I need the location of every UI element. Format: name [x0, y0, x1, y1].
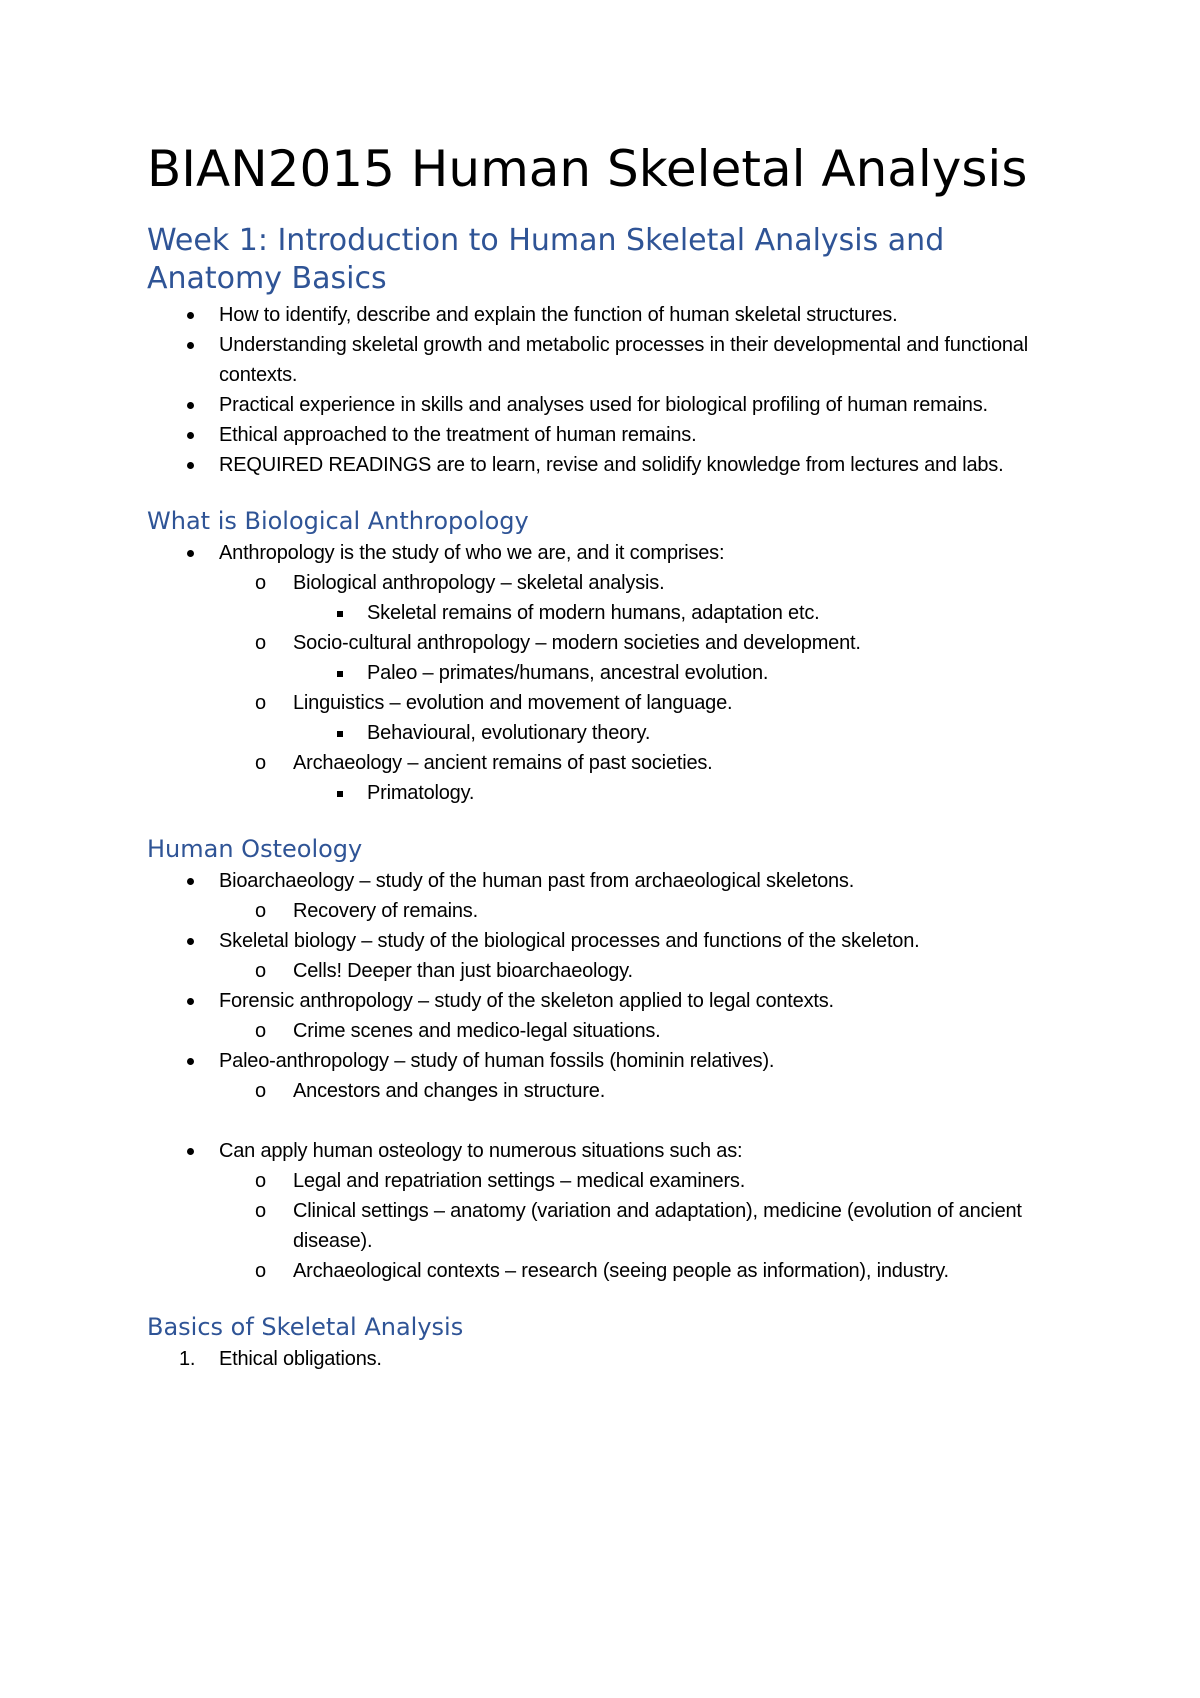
list-item: o Crime scenes and medico-legal situations.	[147, 1016, 1067, 1046]
basics-list	[147, 1344, 1067, 1374]
circle-bullet-icon: o	[255, 900, 266, 922]
list-item: Paleo – primates/humans, ancestral evolution.	[147, 658, 1067, 688]
square-bullet-icon	[337, 791, 343, 797]
list-item: Anthropology is the study of who we are, and it comprises:	[147, 538, 1067, 568]
list-item: How to identify, describe and explain the function of human skeletal structures.	[147, 300, 1067, 330]
bullet-icon	[187, 550, 194, 557]
list-item: Ethical approached to the treatment of human remains.	[147, 420, 1067, 450]
bullet-icon	[187, 432, 194, 439]
list-item: o Cells! Deeper than just bioarchaeology.	[147, 956, 1067, 986]
osteology-apply-list	[147, 1136, 1067, 1286]
document-page	[147, 138, 1067, 1374]
circle-bullet-icon: o	[255, 632, 266, 654]
bullet-icon	[187, 402, 194, 409]
list-item: o Clinical settings – anatomy (variation and adaptation), medicine (evolution of ancient disease).	[147, 1196, 1067, 1256]
bullet-icon	[187, 462, 194, 469]
list-item: o Socio-cultural anthropology – modern societies and development.	[147, 628, 1067, 658]
list-item: o Recovery of remains.	[147, 896, 1067, 926]
blank-line	[147, 1106, 1067, 1136]
bio-anthro-list	[147, 538, 1067, 808]
list-item: Behavioural, evolutionary theory.	[147, 718, 1067, 748]
list-item: Bioarchaeology – study of the human past from archaeological skeletons.	[147, 866, 1067, 896]
list-item: Skeletal remains of modern humans, adaptation etc.	[147, 598, 1067, 628]
circle-bullet-icon: o	[255, 572, 266, 594]
circle-bullet-icon: o	[255, 1260, 266, 1282]
circle-bullet-icon: o	[255, 1080, 266, 1102]
week1-heading: Week 1: Introduction to Human Skeletal Analysis and Anatomy Basics	[147, 223, 945, 296]
bullet-icon	[187, 938, 194, 945]
bullet-icon	[187, 1058, 194, 1065]
circle-bullet-icon: o	[255, 752, 266, 774]
circle-bullet-icon: o	[255, 960, 266, 982]
bullet-icon	[187, 878, 194, 885]
list-item: o Legal and repatriation settings – medical examiners.	[147, 1166, 1067, 1196]
circle-bullet-icon: o	[255, 692, 266, 714]
list-item: Can apply human osteology to numerous situations such as:	[147, 1136, 1067, 1166]
list-item: Paleo-anthropology – study of human fossils (hominin relatives).	[147, 1046, 1067, 1076]
list-item: Practical experience in skills and analyses used for biological profiling of human remains.	[147, 390, 1067, 420]
list-item: Primatology.	[147, 778, 1067, 808]
list-number: 1.	[179, 1348, 196, 1370]
circle-bullet-icon: o	[255, 1200, 266, 1222]
list-item: o Archaeological contexts – research (seeing people as information), industry.	[147, 1256, 1067, 1286]
circle-bullet-icon: o	[255, 1170, 266, 1192]
circle-bullet-icon: o	[255, 1020, 266, 1042]
list-item: Skeletal biology – study of the biological processes and functions of the skeleton.	[147, 926, 1067, 956]
list-item: REQUIRED READINGS are to learn, revise and solidify knowledge from lectures and labs.	[147, 450, 1067, 480]
bio-anthro-heading: What is Biological Anthropology	[147, 507, 529, 535]
osteology-heading: Human Osteology	[147, 835, 363, 863]
square-bullet-icon	[337, 731, 343, 737]
square-bullet-icon	[337, 611, 343, 617]
bullet-icon	[187, 998, 194, 1005]
bullet-icon	[187, 1148, 194, 1155]
list-item: o Linguistics – evolution and movement of language.	[147, 688, 1067, 718]
bullet-icon	[187, 342, 194, 349]
document-title: BIAN2015 Human Skeletal Analysis	[147, 140, 1028, 198]
bullet-icon	[187, 312, 194, 319]
list-item: o Ancestors and changes in structure.	[147, 1076, 1067, 1106]
basics-heading: Basics of Skeletal Analysis	[147, 1313, 464, 1341]
list-item: 1. Ethical obligations.	[147, 1344, 1067, 1374]
list-item: Understanding skeletal growth and metabolic processes in their developmental and functional contexts.	[147, 330, 1067, 390]
list-item: o Biological anthropology – skeletal analysis.	[147, 568, 1067, 598]
list-item: Forensic anthropology – study of the skeleton applied to legal contexts.	[147, 986, 1067, 1016]
list-item: o Archaeology – ancient remains of past societies.	[147, 748, 1067, 778]
osteology-list	[147, 866, 1067, 1106]
square-bullet-icon	[337, 671, 343, 677]
week1-list	[147, 300, 1067, 480]
